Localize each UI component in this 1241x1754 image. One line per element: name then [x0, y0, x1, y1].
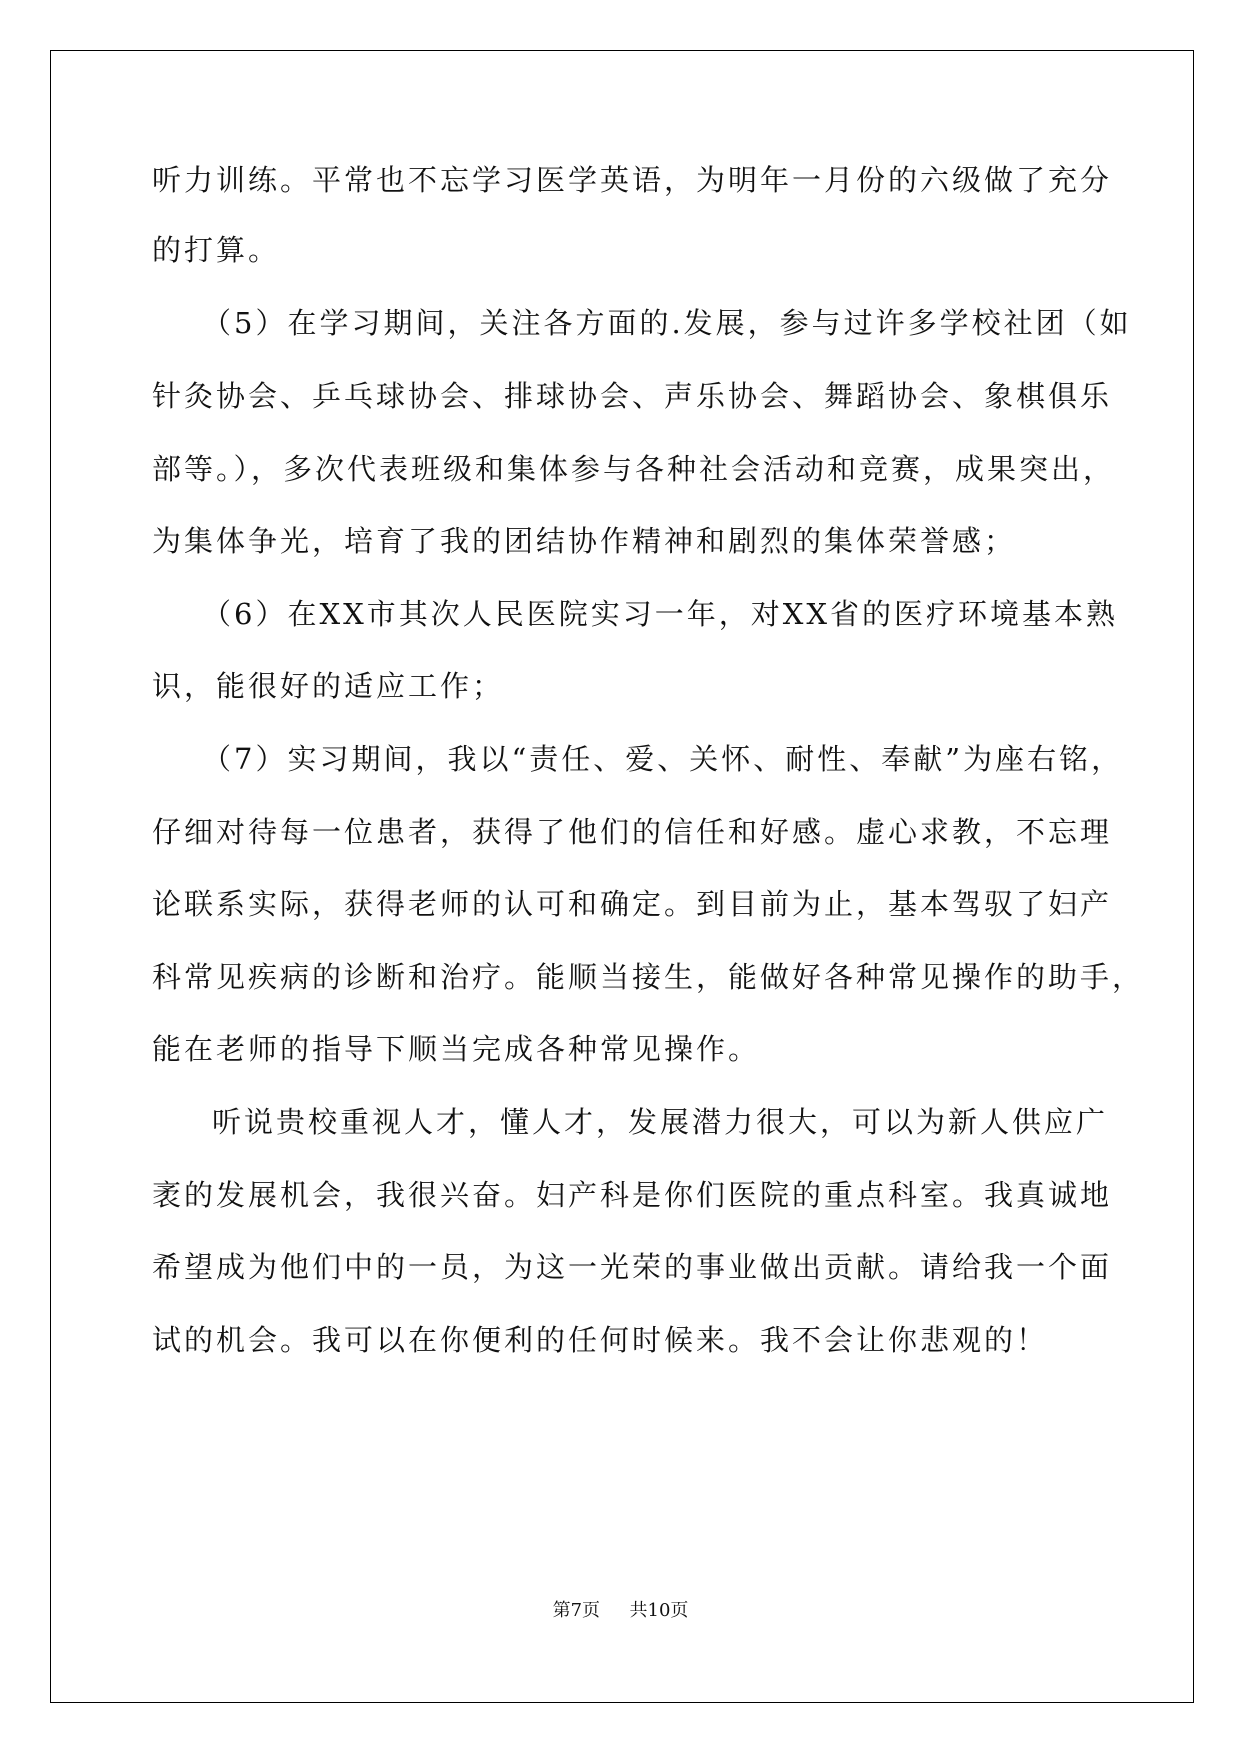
page-footer — [0, 1596, 1241, 1622]
text-line: 仔细对待每一位患者，获得了他们的信任和好感。虚心求教，不忘理 — [152, 815, 1113, 849]
text-line: 针灸协会、乒乓球协会、排球协会、声乐协会、舞蹈协会、象棋俱乐 — [152, 379, 1113, 413]
page-border — [50, 50, 1194, 1703]
text-line: （5）在学习期间，关注各方面的.发展，参与过许多学校社团（如 — [202, 306, 1132, 340]
text-line: 希望成为他们中的一员，为这一光荣的事业做出贡献。请给我一个面 — [152, 1250, 1113, 1284]
text-line: 听力训练。平常也不忘学习医学英语，为明年一月份的六级做了充分 — [152, 163, 1113, 197]
text-line: （6）在XX市其次人民医院实习一年，对XX省的医疗环境基本熟 — [202, 597, 1119, 631]
text-line: 为集体争光，培育了我的团结协作精神和剧烈的集体荣誉感； — [152, 524, 1017, 558]
text-line: （7）实习期间，我以“责任、爱、关怀、耐性、奉献”为座右铭， — [202, 742, 1124, 776]
page-total: 共10页 — [629, 1600, 689, 1621]
page-number: 第7页 — [552, 1600, 601, 1621]
text-line: 试的机会。我可以在你便利的任何时候来。我不会让你悲观的！ — [152, 1323, 1049, 1357]
text-line: 科常见疾病的诊断和治疗。能顺当接生，能做好各种常见操作的助手， — [152, 960, 1145, 994]
text-line: 听说贵校重视人才，懂人才，发展潜力很大，可以为新人供应广 — [212, 1105, 1109, 1139]
text-line: 部等。），多次代表班级和集体参与各种社会活动和竞赛，成果突出， — [152, 452, 1116, 486]
text-line: 识，能很好的适应工作； — [152, 669, 505, 703]
text-line: 袤的发展机会，我很兴奋。妇产科是你们医院的重点科室。我真诚地 — [152, 1178, 1113, 1212]
text-line: 的打算。 — [152, 233, 281, 267]
text-line: 论联系实际，获得老师的认可和确定。到目前为止，基本驾驭了妇产 — [152, 887, 1113, 921]
text-line: 能在老师的指导下顺当完成各种常见操作。 — [152, 1032, 761, 1066]
